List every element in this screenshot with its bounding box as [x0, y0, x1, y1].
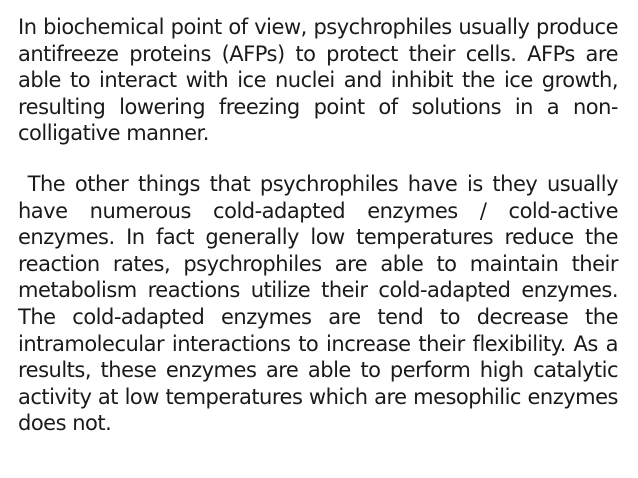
paragraph-antifreeze-proteins: In biochemical point of view, psychrophiles usually produce antifreeze proteins (AFPs) to protect their cells. AFPs are able to interact with ice nuclei and inhibit the ice growth, resulting lowering freezing point of solutions in a non-colligative manner.: [18, 15, 618, 146]
paragraph-cold-adapted-enzymes: The other things that psychrophiles have is they usually have numerous cold-adapted enzymes / cold-active enzymes. In fact generally low temperatures reduce the reaction rates, psychrophiles are able to maintain their metabolism reactions utilize their cold-adapted enzymes. The cold-adapted enzymes are tend to decrease the intramolecular interactions to increase their flexibility. As a results, these enzymes are able to perform high catalytic activity at low temperatures which are mesophilic enzymes does not.: [18, 171, 618, 436]
document-page: [18, 14, 618, 437]
